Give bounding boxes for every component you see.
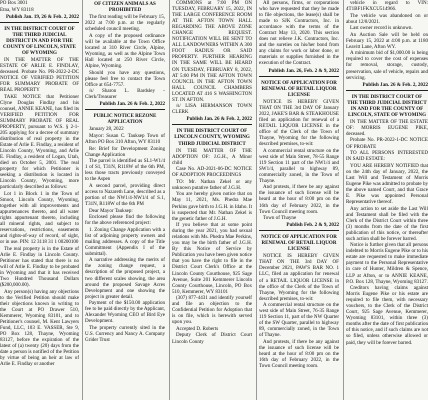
notice-paragraph: TAKE NOTICE that Petitioner Clyne Douglas Findlay and his counsel, ANNIE KEANE, has filed its VERIFIED PETITION FOR SUMMARY PROBATE OF REAL PROPERTY, pursuant to W.S. § 2-1-205 applying for a decree of summary distribution of real property in the Estate of Arlie E. Findlay, a resident of Lincoln County, Wyoming, and Arlie E. Findlay, a resident of Logan, Utah, died on October 5, 2001. The real property for which Petitioner is seeking a distribution is located in Lincoln County, Wyoming, more particularly described as follows: xyxy=(0,93,79,191)
notice-paragraph: Accepted D. Roberts xyxy=(176,325,219,332)
notice-paragraph: Deputy Clerk of District Court Lincoln County xyxy=(172,332,252,345)
column-5 xyxy=(346,0,428,400)
notice-paragraph: IN THE MATTER OF THE ESTATE OF: MORRIS EUGENE PIKE, deceased. xyxy=(346,118,428,137)
notice-separator xyxy=(259,76,339,77)
notice-paragraph: IN THE MATTER OF THE ADOPTION OF: J.G.H., A Minor child xyxy=(172,147,252,166)
notice-paragraph: Last owner record is unknown. xyxy=(350,25,413,32)
notice-heading: IN THE DISTRICT COURT OF THE THIRD JUDICIAL DISTRICT IN AND FOR THE COUNTY OF LINCOLN, STATE OF WYOMING xyxy=(3,25,76,56)
notice-heading: NOTICE OF APPLICATION FOR RENEWAL OF RETAIL LIQUOR LICENSE xyxy=(261,79,337,98)
notice-line: Etna, WY 83118 xyxy=(0,6,34,13)
publish-dates: Publish Feb. 2 & 9, 2022 xyxy=(286,222,339,229)
notice-paragraph: Notice is further given that all persons indebted to Morris Eugene Pike or to his estate are requested to make immediate payment to the Personal Representative in care of Hunter, Mildren & Spence, LLP at Afton, or to ANNIE KEANE, P.O. Box 128, Thayne, Wyoming 83127. xyxy=(346,242,428,285)
notice-paragraph: IN THE MATTER OF THE ESTATE OF ARLIE E. FINDLAY, deceased. Probate No. PR-2022-2-DC NOTICE OF VERIFIED PETITION FOR SUMMARY PROBATE OF REAL PROPERTY xyxy=(0,56,79,94)
notice-paragraph: Payment of the $150.00 application fee to be paid directly by the Applicant, Alexander Wyoming CEO of Bird Eye Development. xyxy=(85,300,165,325)
notice-paragraph: NOTICE IS HEREBY GIVEN THAT ON THE 3rd DAY OF December 2021, PAW'S BAR NO. 1 LLC, filed an application for renewal of a RETAIL LIQUOR LICENSE in the office of the Clerk of the Town of Thayne, Wyoming for the following described premises, to-wit: xyxy=(259,253,339,302)
publish-dates: Publish Jan. 19, 26 & Feb. 2, 2022 xyxy=(5,13,79,20)
notice-paragraph: /s/ Sharon L. Bardsley - Clerk/Treasurer xyxy=(85,88,165,101)
notice-paragraph: vehicle in regard to VIN: 4T1BF1FKXCU514966. xyxy=(346,0,428,13)
notice-paragraph: Should you have any questions, please feel free to contact the Town Office at 654-7757. xyxy=(85,69,165,88)
notice-heading: IN THE DISTRICT COURT OF LINCOLN COUNTY, WYOMING THIRD JUDICIAL DISTRICT xyxy=(174,128,250,147)
notice-paragraph: All persons, firms, or corporations who have requested that they be made to file objections, the lease(s) shall be made to SJK Contractors, Inc. in accordance with the terms of the Contract May 13, 2020. This section does not relieve J.K. Contractors, Inc. and the sureties on his/her bond from any claims for work or labor done, or materials or supplies furnished in the execution of the Contract. xyxy=(259,0,339,67)
notice-separator xyxy=(346,90,428,91)
notice-separator xyxy=(85,109,165,110)
notice-paragraph: Enclosed please find the following for the above referenced project: xyxy=(85,214,165,227)
notice-separator xyxy=(0,22,79,23)
notice-paragraph: An Auction Sale will be held on February 15, 2022 at 4:00 p.m. at 1180 Leavitt Lane, Afton WY. xyxy=(346,31,428,50)
notice-paragraph: A minimum bid of $1,000.00 is being required to cover the cost of expenses for removal, storage, custody, preservation, sale of vehicle, repairs and servicing. xyxy=(346,50,428,81)
notice-paragraph: And protests, if there be any against the issuance of such license will be heard at the hour of 8:00 pm on the 16th day of February 2022, in the Town Council meeting room. xyxy=(259,184,339,215)
notice-paragraph: TO ALL PERSONS INTERESTED IN SAID ESTATE: xyxy=(346,150,428,163)
publish-dates: Publish Jan. 26 & Feb. 2, 2022 xyxy=(362,81,428,88)
notice-paragraph: The first reading will be February 15, 2022 at 7:00 p.m. at the regularly scheduled council meeting. xyxy=(85,14,165,33)
notice-paragraph: Any person(s) having any objections to the Verified Petition should make their objections known in writing to the Court at PO Drawer 510, Kemmerer, Wyoming 83101, and to Petitioner's counsel, M. Kent Lawyers Fund, LLC, 103 E. VASSER, Ste 9, PO Box 128, Thayne, Wyoming 83127, before the expiration of the latest of (a) twenty (20) days from the date a person is notified of the Petition by virtue of being an heir at law of Arlie E. Findlay or another xyxy=(0,288,79,368)
notice-heading: NOTICE OF APPLICATION FOR RENEWAL OF RETAIL LIQUOR LICENSE xyxy=(261,234,337,253)
notice-paragraph: January 28, 2022 xyxy=(89,126,124,133)
notice-paragraph: Probate No. PR-2022-1-DC NOTICE OF PROBATE xyxy=(346,137,428,150)
notice-paragraph: A second parcel, providing direct access to Nazareth Lane, described as a portion of the NW1/4-NW1/4 of S.1, T31N, R118W of the 6th PM xyxy=(85,182,165,207)
notice-paragraph: And protests, if there be any against the issuance of such license will be heard at the hour of 8:00 pm on the 16th day of February 2022, in the Town Council meeting room. xyxy=(259,338,339,370)
column-divider xyxy=(256,0,257,400)
notice-paragraph: /s/ LISA HERMANSON TOWN CLERK xyxy=(172,103,252,116)
notice-paragraph: A narrative addressing the merits of the zoning change request, a description of the proposed project, a two different scales showing, the area around the proposed Savage Acres Development and one showing the project in greater detail. xyxy=(85,257,165,300)
notice-paragraph: NOTICE IS HEREBY GIVEN THAT ON THE 3rd DAY OF January 2022, JAKE'S BAR & STEAKHOUSE filed an application for renewal of a RETAIL LIQUOR LICENSE in the office of the Clerk of the Town of Thayne, Wyoming for the following described premises, to-wit: xyxy=(259,98,339,148)
notice-paragraph: The property currently sited in the U.S. Currency and Nancy A. Company Grider Trust xyxy=(85,324,165,343)
notice-paragraph: 1. Zoning Change Application with a list of adjoining property owners and mailing addresses. A copy of the Title Commitment (Appendix I of the submittal). xyxy=(85,226,165,257)
notice-separator xyxy=(172,124,252,125)
column-3 xyxy=(172,0,252,400)
notice-paragraph: If you believe that at some point during the year 2021, you had sexual relations with Ms. Phedra Mae Perkins, you may be the birth father of J.G.H. By this Notice of Service by Publication you have been given notice that you have the right to file in the District Court Clerk's Office at the Lincoln County Courthouse, 925 Sage Avenue, Suite 201 Kemmerer Lincoln County Courthouse, Lincoln, PO Box 510, Kemmerer, WY 83101 xyxy=(172,222,252,295)
notice-paragraph: Dear Mayor Tauksep: xyxy=(89,207,133,214)
notice-separator xyxy=(259,230,339,231)
notice-paragraph: Mayor: Susan C. Tauksep Town of Afton PO Box 310 Afton, WY 83110 xyxy=(85,132,165,145)
publish-dates: Publish Jan. 26, Feb. 2 & 9, 2022 xyxy=(268,67,339,74)
notice-paragraph: COMMONS at 7:00 PM ON TUESDAY, FEBRUARY 15, 2022, IN THE LARGE CONFERENCE ROOM AT THE AFTON TOWN HALL REGARDING THE ABOVE ZONE CHANGE REQUEST. NOTIFICATION WILL BE SENT TO ALL LANDOWNERS WITHIN A 300 FOOT RADIUS OR SAID PROPERTY. FURTHER HEARING IN THE SAME WILL BE HEARD ON TUESDAY, FEBRUARY 8, 2022, AT 5:00 PM IN THE AFTON TOWN COUNCIL IN THE AFTON TOWN HALL COUNCIL CHAMBERS LOCATED AT 416 S WASHINGTON ST. IN AFTON. xyxy=(172,0,252,103)
notice-paragraph: Any action to set aside the Last Will and Testament shall be filed with the Clerk of the District Court within three (3) months from the date of the first publication of this notice, or thereafter such action shall be forever barred. xyxy=(346,205,428,242)
notice-paragraph: A commercial rental structure on the west side of Main Street, 78-55 Range 119 Section 11 part of the NW1/4 and SW1/4, parallel to highway 89, commercially zoned, in the Town of Thayne. xyxy=(259,147,339,184)
notice-paragraph: A copy of the proposed ordinance will be available at the Town Office located at 310 River Circle, Alpine, Wyoming, as well as the Alpine Town Hall located at 250 River Circle, Alpine, Wyoming. xyxy=(85,32,165,69)
notice-paragraph: Creditors having claims against Morris Eugene Pike or his estate are required to file them, with necessary vouchers, to the Clerk of the District Court, 925 Sage Avenue, Kemmerer, Wyoming 83101, within three (3) months after the date of first publication of this notice, and if such claims are not so filed, unless otherwise allowed or paid, they will be forever barred. xyxy=(346,285,428,346)
column-4 xyxy=(259,0,339,400)
notice-line: PO Box 3001 xyxy=(0,0,28,6)
notice-paragraph: You are hereby given notice that on May 11, 2021, Ms. Phedra Mae Perkins gave birth to J.G.H. in Idaho. It is suspected that Mr. Nathan Zekel is the genetic father of J.G.H. xyxy=(172,191,252,222)
notice-paragraph: Case No. AD-2021-06-DC NOTICE OF ADOPTION PROCEEDINGS xyxy=(172,166,252,179)
notice-paragraph: Lot 1 in Block 1 in the Town of Smoot, Lincoln County, Wyoming, together with all improvements and appurtenances thereto, and all water rights appurtenant thereto, including all mineral rights, and subject to reservations, restrictions, easements and rights-of-way of record, of sight, or in use. PIN: 12 3118 31 1 00200100 xyxy=(0,190,79,246)
notice-paragraph: The real property is in the Estate of Arlie E. Findlay in Lincoln County. Petitioner has stated that there is no will of Arlie E. Findlay to be probated in Wyoming and that it has received Two Hundred Thousand Dollars ($200,000.00). xyxy=(0,245,79,289)
notice-paragraph: The parcel is identified as SL1-W1/4 1 of S1, T31N, R118W of the 6th PM, less those tracts previously conveyed to the Aspen xyxy=(85,158,165,183)
notice-paragraph: The vehicle was abandoned on or about 12/8/2021. xyxy=(346,12,428,25)
publish-dates: Publish Jan. 26 & Feb. 2, 2022 xyxy=(99,101,165,108)
column-1 xyxy=(0,0,79,400)
column-divider xyxy=(169,0,170,400)
notice-paragraph: Town of Thayne xyxy=(263,215,297,222)
notice-heading: IN THE DISTRICT COURT OF THE THIRD JUDICIAL DISTRICT IN AND FOR THE COUNTY OF LINCOLN, STATE OF WYOMING xyxy=(347,93,427,118)
notice-heading: OF CITIZEN ANIMALS AS PROHIBITED xyxy=(94,1,156,14)
notice-paragraph: (307) 877-4431 and identify yourself and file an objection to the Confidential Petition for Adoption that is on file, which is herewith served upon you. xyxy=(172,295,252,326)
publish-dates: Publish Jan. 26 & Feb. 2, 2022 xyxy=(186,116,252,123)
column-divider xyxy=(343,0,344,400)
column-2 xyxy=(85,0,165,400)
notice-heading: PUBLIC NOTICE REZONE APPLICATION xyxy=(93,113,157,126)
notice-paragraph: Re: Brief for Development Zoning Change Application xyxy=(85,145,165,158)
notice-paragraph: TO: Mr. Nathan Zekel or any unknown putative father of J.G.H. xyxy=(172,178,252,191)
column-divider xyxy=(82,0,83,400)
notice-paragraph: A commercial rental structure on the west side of Main Street, 76-35 Range 119 Section 11, part of the NW Quarter of the SW Quarter, parallel to highway 89, commercially zoned, in the Town of Thayne. xyxy=(259,302,339,339)
notice-paragraph: YOU ARE HEREBY NOTIFIED that on the 24th day of January, 2022, the Last Will and Testament of Morris Eugene Pike was admitted to probate by the above named Court, and that Grace E. Pike was appointed Personal Representative thereof. xyxy=(346,162,428,205)
